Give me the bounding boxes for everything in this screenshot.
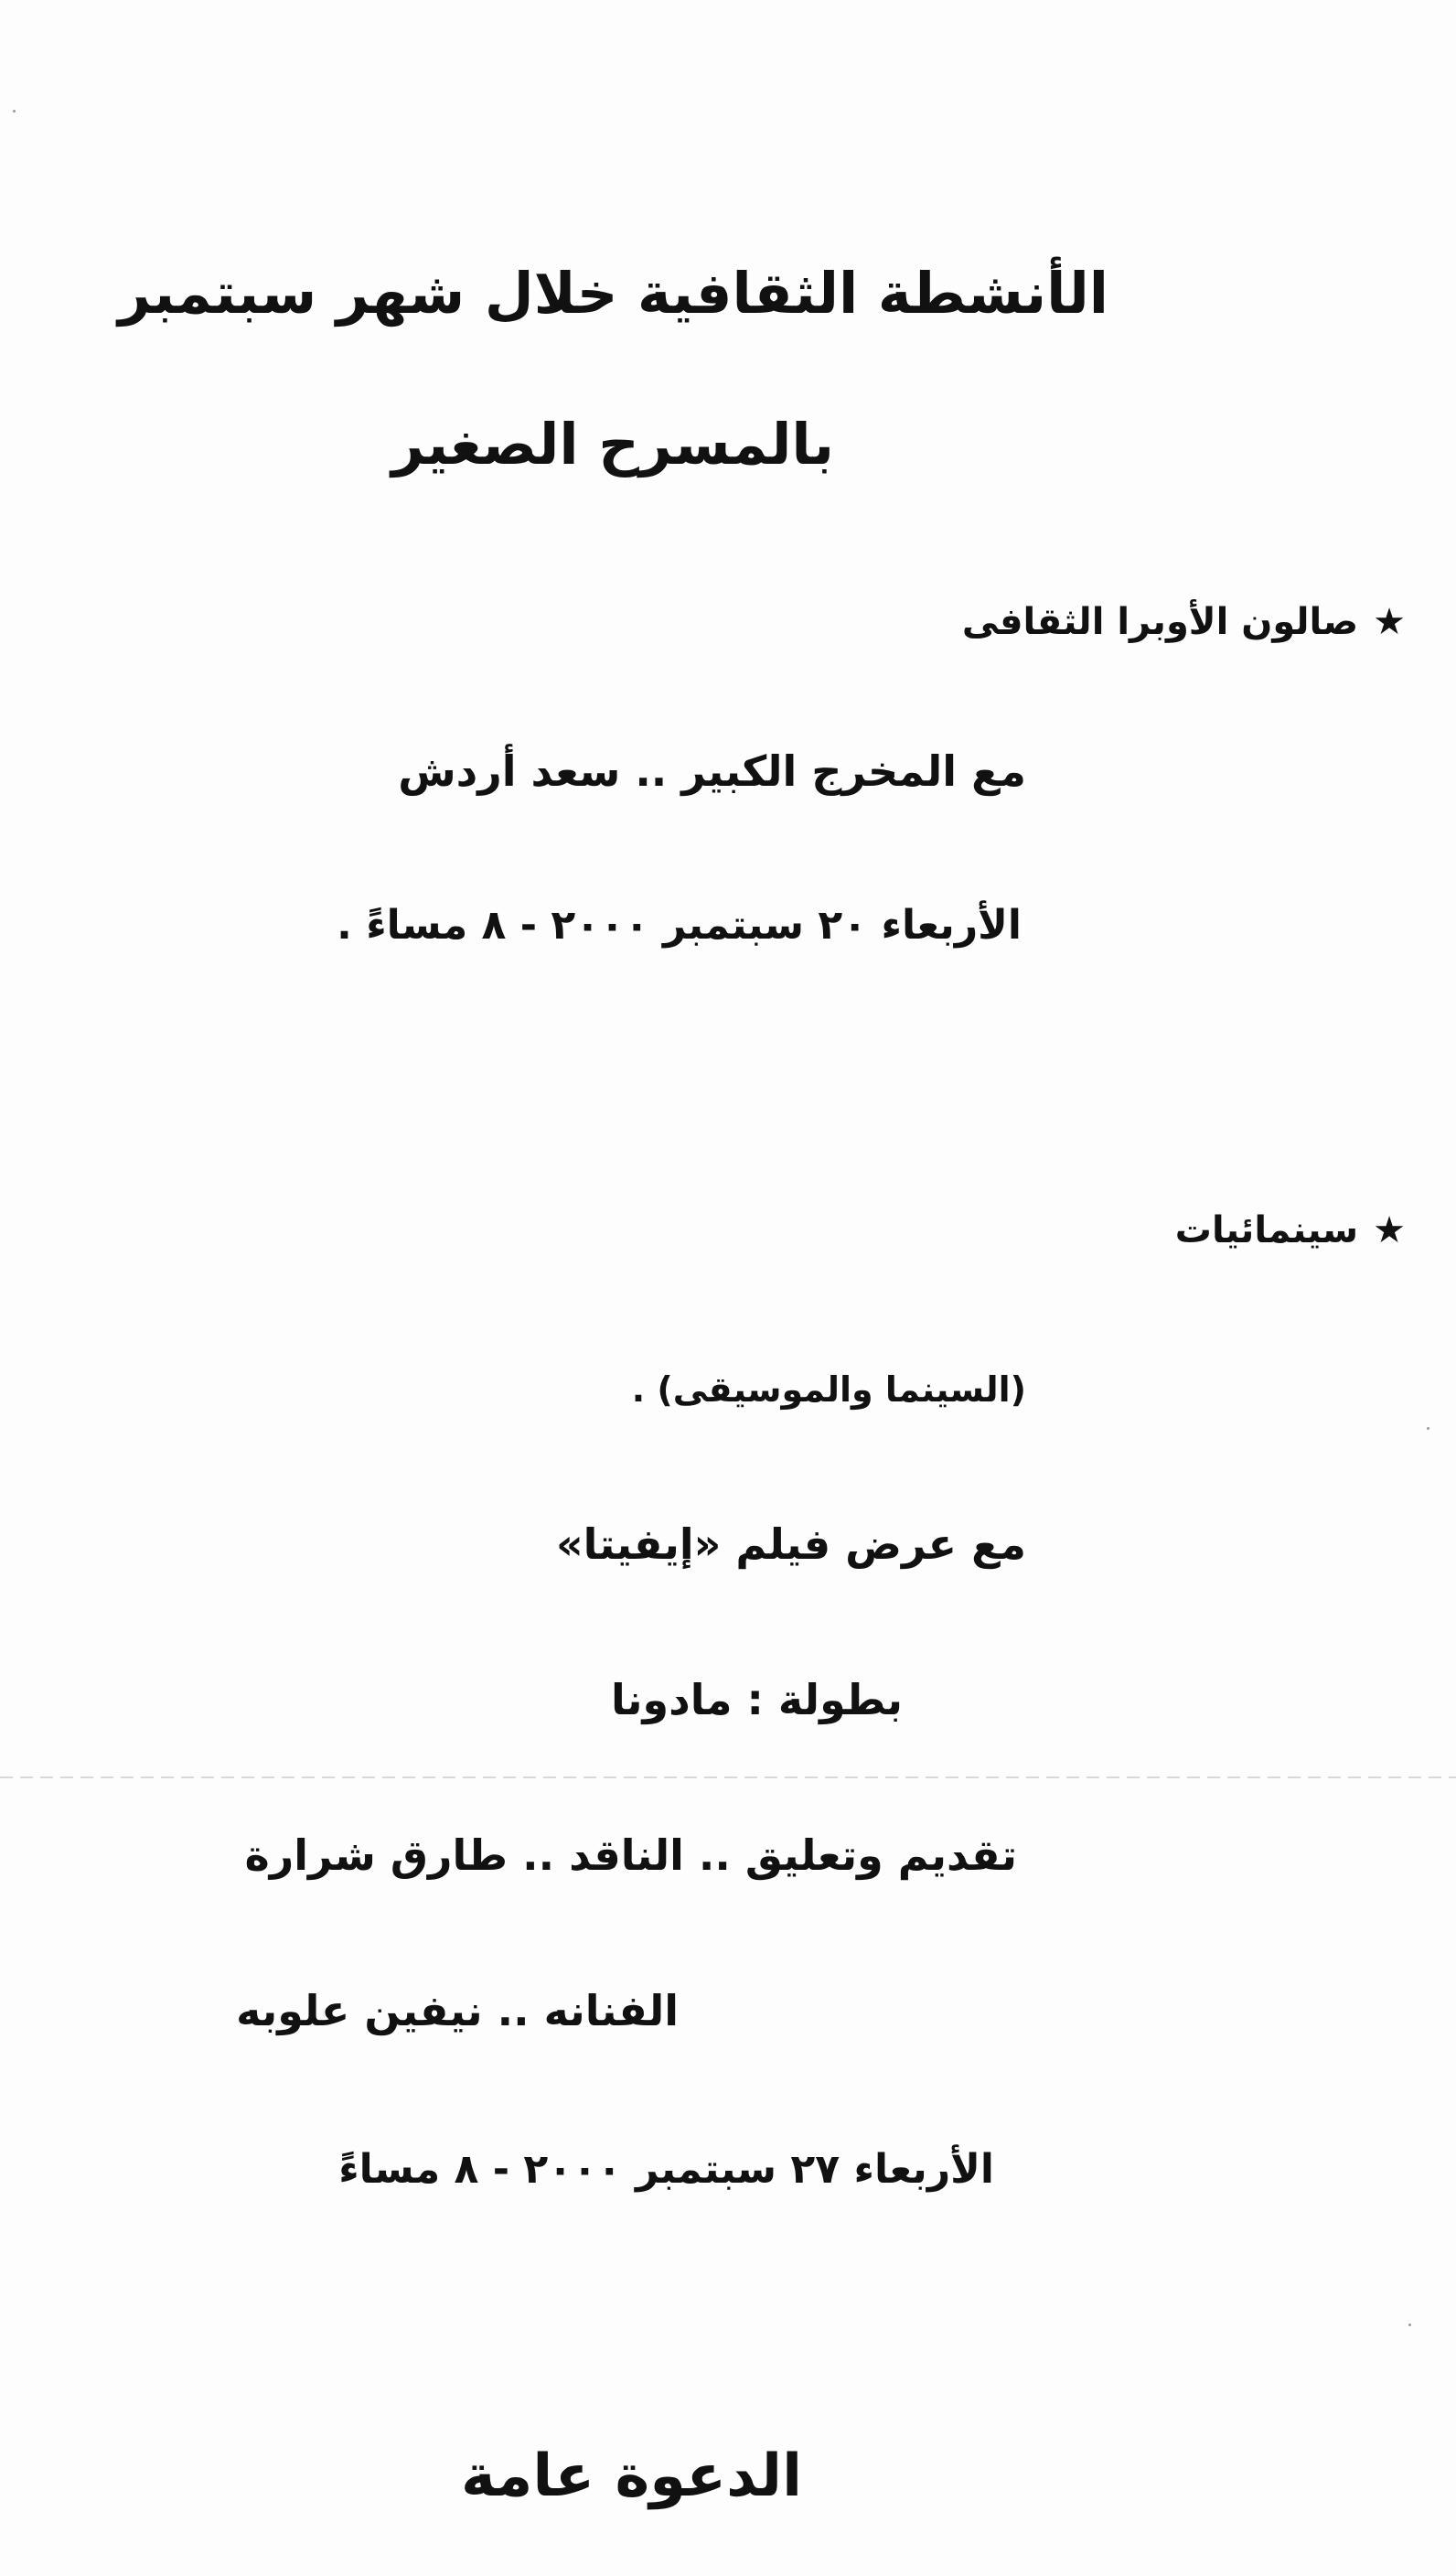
salon-heading-text: صالون الأوبرا الثقافى	[961, 601, 1359, 643]
cinema-artist: الفنانه .. نيفين علوبه	[236, 1986, 679, 2035]
cinema-film: مع عرض فيلم «إيفيتا»	[555, 1519, 1026, 1569]
scan-artifact-line	[0, 1776, 1456, 1778]
salon-heading	[961, 601, 1406, 643]
cinema-date: الأربعاء ٢٧ سبتمبر ٢٠٠٠ - ٨ مساءً	[338, 2146, 994, 2193]
scan-speck	[1427, 1427, 1429, 1430]
salon-guest: مع المخرج الكبير .. سعد أردش	[398, 746, 1026, 796]
cinema-presenter: تقديم وتعليق .. الناقد .. طارق شرارة	[244, 1830, 1017, 1880]
star-icon: ★	[1373, 601, 1406, 643]
cinema-topic: (السينما والموسيقى) .	[631, 1369, 1026, 1410]
scan-speck	[13, 110, 16, 113]
salon-date: الأربعاء ٢٠ سبتمبر ٢٠٠٠ - ٨ مساءً .	[337, 902, 1022, 949]
scan-speck	[1408, 2324, 1411, 2326]
cinema-heading	[1174, 1209, 1406, 1251]
footer-invitation: الدعوة عامة	[460, 2442, 802, 2510]
cinema-starring: بطولة : مادونا	[610, 1675, 903, 1724]
cinema-heading-text: سينمائيات	[1174, 1209, 1359, 1251]
star-icon: ★	[1373, 1209, 1406, 1251]
title-line-1: الأنشطة الثقافية خلال شهر سبتمبر	[118, 260, 1108, 327]
title-line-2: بالمسرح الصغير	[391, 411, 834, 478]
